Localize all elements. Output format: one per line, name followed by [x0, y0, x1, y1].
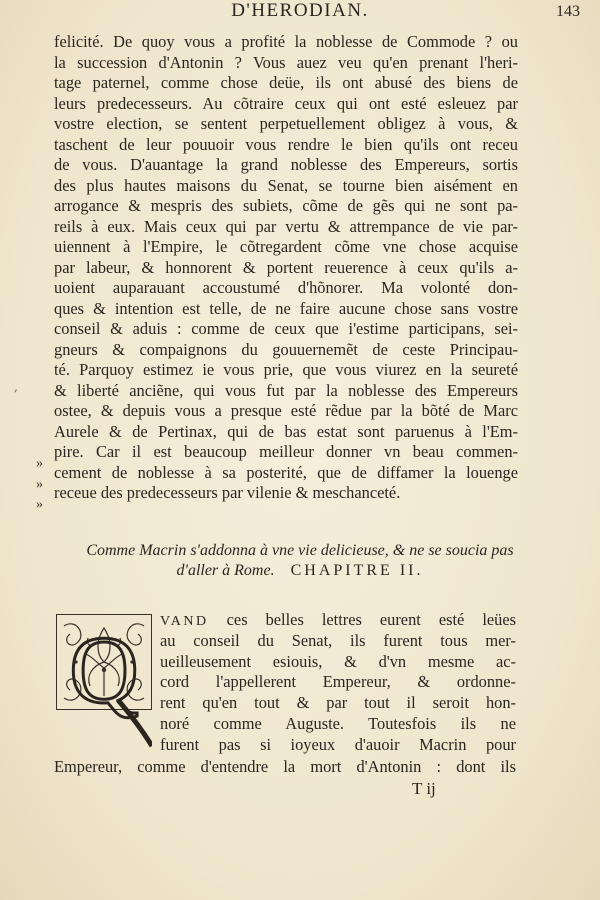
initial-letter: Q: [69, 616, 139, 723]
page-header: [0, 0, 600, 26]
text-line: gneurs & compaignons du gouuernemẽt de ceste Principau-: [54, 339, 518, 359]
text-line: par labeur, & honnorent & portent reuerence à ceux qu'ils a-: [54, 257, 518, 277]
margin-mark: ,: [14, 380, 18, 394]
signature-mark: T ij: [412, 779, 436, 798]
text-line: vostre election, se sentent perpetuellement obligez à vous, &: [54, 114, 518, 133]
text-line: arrogance & mespris des subiets, cõme de gẽs qui ne sont pa-: [54, 196, 518, 215]
text-line: ostee, & depuis vous a presque esté rẽdue par la bõté de Marc: [54, 401, 518, 420]
chapter-text-block: [160, 610, 516, 756]
text-line: [160, 610, 516, 631]
text-line: uoient auparauant accoustumé d'hõnorer. Ma volonté don-: [54, 278, 518, 297]
text-line: rent qu'en tout & par tout il seroit hon-: [160, 693, 516, 713]
page-number: 143: [556, 3, 580, 20]
text-line: receue des predecesseurs par vilenie & meschanceté.: [54, 483, 401, 502]
text-line: & liberté anciẽne, qui vous fut par la noblesse des Empereurs: [54, 380, 518, 400]
text-line: Aurele & de Pertinax, qui de bas estat sont paruenus à l'Em-: [54, 421, 518, 441]
text-line: conseil & aduis : comme de ceux que i'estime participans, sei-: [54, 319, 518, 338]
text-line: ueilleusement esiouis, & d'vn mesme ac-: [160, 651, 516, 671]
running-head: D'HERODIAN.: [231, 0, 369, 21]
text-line: de vous. D'auantage la grand noblesse des Empereurs, sortis: [54, 155, 518, 174]
text-line: cement de noblesse à sa posterité, que de diffamer la louenge: [54, 462, 518, 482]
chapter-heading: [40, 541, 560, 581]
text-line: leurs predecesseurs. Au cõtraire ceux qui ont esté esleuez par: [54, 93, 518, 113]
text-line-content: ces belles lettres eurent esté leües: [226, 610, 516, 629]
text-line: des plus hautes maisons du Senat, se tourne bien aisément en: [54, 175, 518, 195]
decorated-initial: [56, 614, 152, 750]
text-line: tage paternel, comme chose deüe, ils ont abusé des biens de: [54, 73, 518, 92]
main-text-block: [54, 32, 518, 504]
text-line: té. Parquoy estimez ie vous prie, que vous viurez en la seureté: [54, 360, 518, 379]
text-line: Empereur, comme d'entendre la mort d'Antonin : dont ils: [54, 757, 516, 776]
marginal-quote-marks: [36, 454, 50, 516]
text-line: felicité. De quoy vous a profité la noblesse de Commode ? ou: [54, 32, 518, 51]
quote-mark: »: [36, 497, 43, 512]
ornament-icon: [56, 614, 152, 750]
text-line: uiennent à l'Empire, le cõtregardent cõme vne chose acquise: [54, 237, 518, 256]
text-line: la succession d'Antonin ? Vous auez veu qu'en prenant l'heri-: [54, 52, 518, 72]
quote-mark: »: [36, 456, 43, 471]
text-line: taschent de leur pouuoir vous rendre le bien qu'ils ont receu: [54, 134, 518, 154]
text-line: pire. Car il est beaucoup meilleur donner vn beau commen-: [54, 442, 518, 461]
text-line: cord l'appellerent Empereur, & ordonne-: [160, 672, 516, 692]
chapter-lead-word: VAND: [160, 614, 209, 629]
chapter-title-line-2: d'aller à Rome.: [176, 562, 275, 579]
text-line: noré comme Auguste. Toutesfois ils ne: [160, 713, 516, 733]
text-line: au conseil du Senat, ils furent tous mer-: [160, 630, 516, 650]
quote-mark: »: [36, 476, 43, 492]
text-line: furent pas si ioyeux d'auoir Macrin pour: [160, 734, 516, 754]
text-line: ques & intention est telle, de ne faire aucune chose sans vostre: [54, 298, 518, 318]
text-line: reils à eux. Mais ceux qui par vertu & attrempance de vie par-: [54, 216, 518, 236]
chapter-label: CHAPITRE II.: [290, 562, 424, 579]
chapter-title-line-1: Comme Macrin s'addonna à vne vie delicieuse, & ne se soucia pas: [86, 542, 514, 559]
